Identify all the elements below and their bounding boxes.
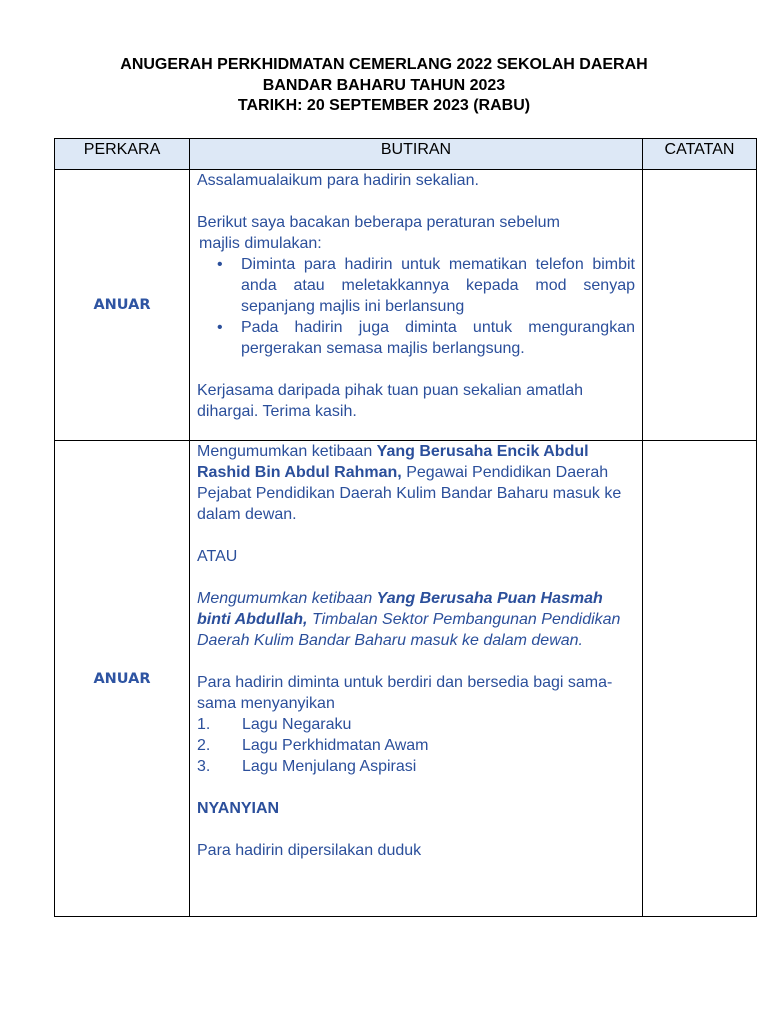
- document-title: [0, 55, 768, 117]
- program-table: [54, 138, 757, 917]
- column-header-perkara: PERKARA: [55, 139, 190, 170]
- list-item: 3. Lagu Menjulang Aspirasi: [197, 758, 417, 775]
- column-header-catatan: CATATAN: [643, 139, 757, 170]
- intro-text-line-2: majlis dimulakan:: [199, 235, 322, 252]
- butiran-cell: [190, 170, 643, 441]
- announcement-2: Mengumumkan ketibaan Yang Berusaha Puan Hasmah binti Abdullah, Timbalan Sektor Pembangunan Pendidikan Daerah Kulim Bandar Baharu masuk ke dalam dewan.: [197, 590, 621, 649]
- list-item: 1. Lagu Negaraku: [197, 716, 352, 733]
- catatan-cell: [643, 441, 757, 917]
- butiran-cell: [190, 441, 643, 917]
- announcement-1: Mengumumkan ketibaan Yang Berusaha Encik Abdul Rashid Bin Abdul Rahman, Pegawai Pendidikan Daerah Pejabat Pendidikan Daerah Kulim Bandar Baharu masuk ke dalam dewan.: [197, 443, 622, 523]
- greeting-text: Assalamualaikum para hadirin sekalian.: [197, 172, 479, 189]
- stand-instruction: Para hadirin diminta untuk berdiri dan bersedia bagi sama-sama menyanyikan: [197, 674, 613, 712]
- closing-text: Kerjasama daripada pihak tuan puan sekalian amatlah dihargai. Terima kasih.: [197, 382, 584, 420]
- title-line-2: BANDAR BAHARU TAHUN 2023: [262, 76, 506, 94]
- column-header-butiran: BUTIRAN: [190, 139, 643, 170]
- list-item: • Diminta para hadirin untuk mematikan telefon bimbit anda atau meletakkannya kepada mod senyap sepanjang majlis ini berlansung: [241, 254, 635, 317]
- songs-list: [197, 714, 635, 777]
- table-header-row: [55, 139, 757, 170]
- perkara-cell: ANUAR: [55, 170, 190, 441]
- perkara-cell: ANUAR: [55, 441, 190, 917]
- sit-instruction: Para hadirin dipersilakan duduk: [197, 842, 422, 859]
- atau-text: ATAU: [197, 548, 238, 565]
- title-line-1: ANUGERAH PERKHIDMATAN CEMERLANG 2022 SEKOLAH DAERAH: [120, 56, 648, 73]
- guest-name: Yang Berusaha Encik Abdul Rashid Bin Abdul Rahman,: [197, 443, 589, 481]
- table-row: [55, 170, 757, 441]
- guest-name: Yang Berusaha Puan Hasmah binti Abdullah,: [197, 590, 603, 628]
- title-line-3: TARIKH: 20 SEPTEMBER 2023 (RABU): [237, 97, 531, 114]
- catatan-cell: [643, 170, 757, 441]
- intro-text-line-1: Berikut saya bacakan beberapa peraturan sebelum: [197, 214, 560, 231]
- list-item: 2. Lagu Perkhidmatan Awam: [197, 737, 429, 754]
- table-row: [55, 441, 757, 917]
- list-item: • Pada hadirin juga diminta untuk mengurangkan pergerakan semasa majlis berlangsung.: [241, 317, 635, 359]
- nyanyian-label: NYANYIAN: [197, 800, 280, 817]
- rules-list: [197, 254, 635, 359]
